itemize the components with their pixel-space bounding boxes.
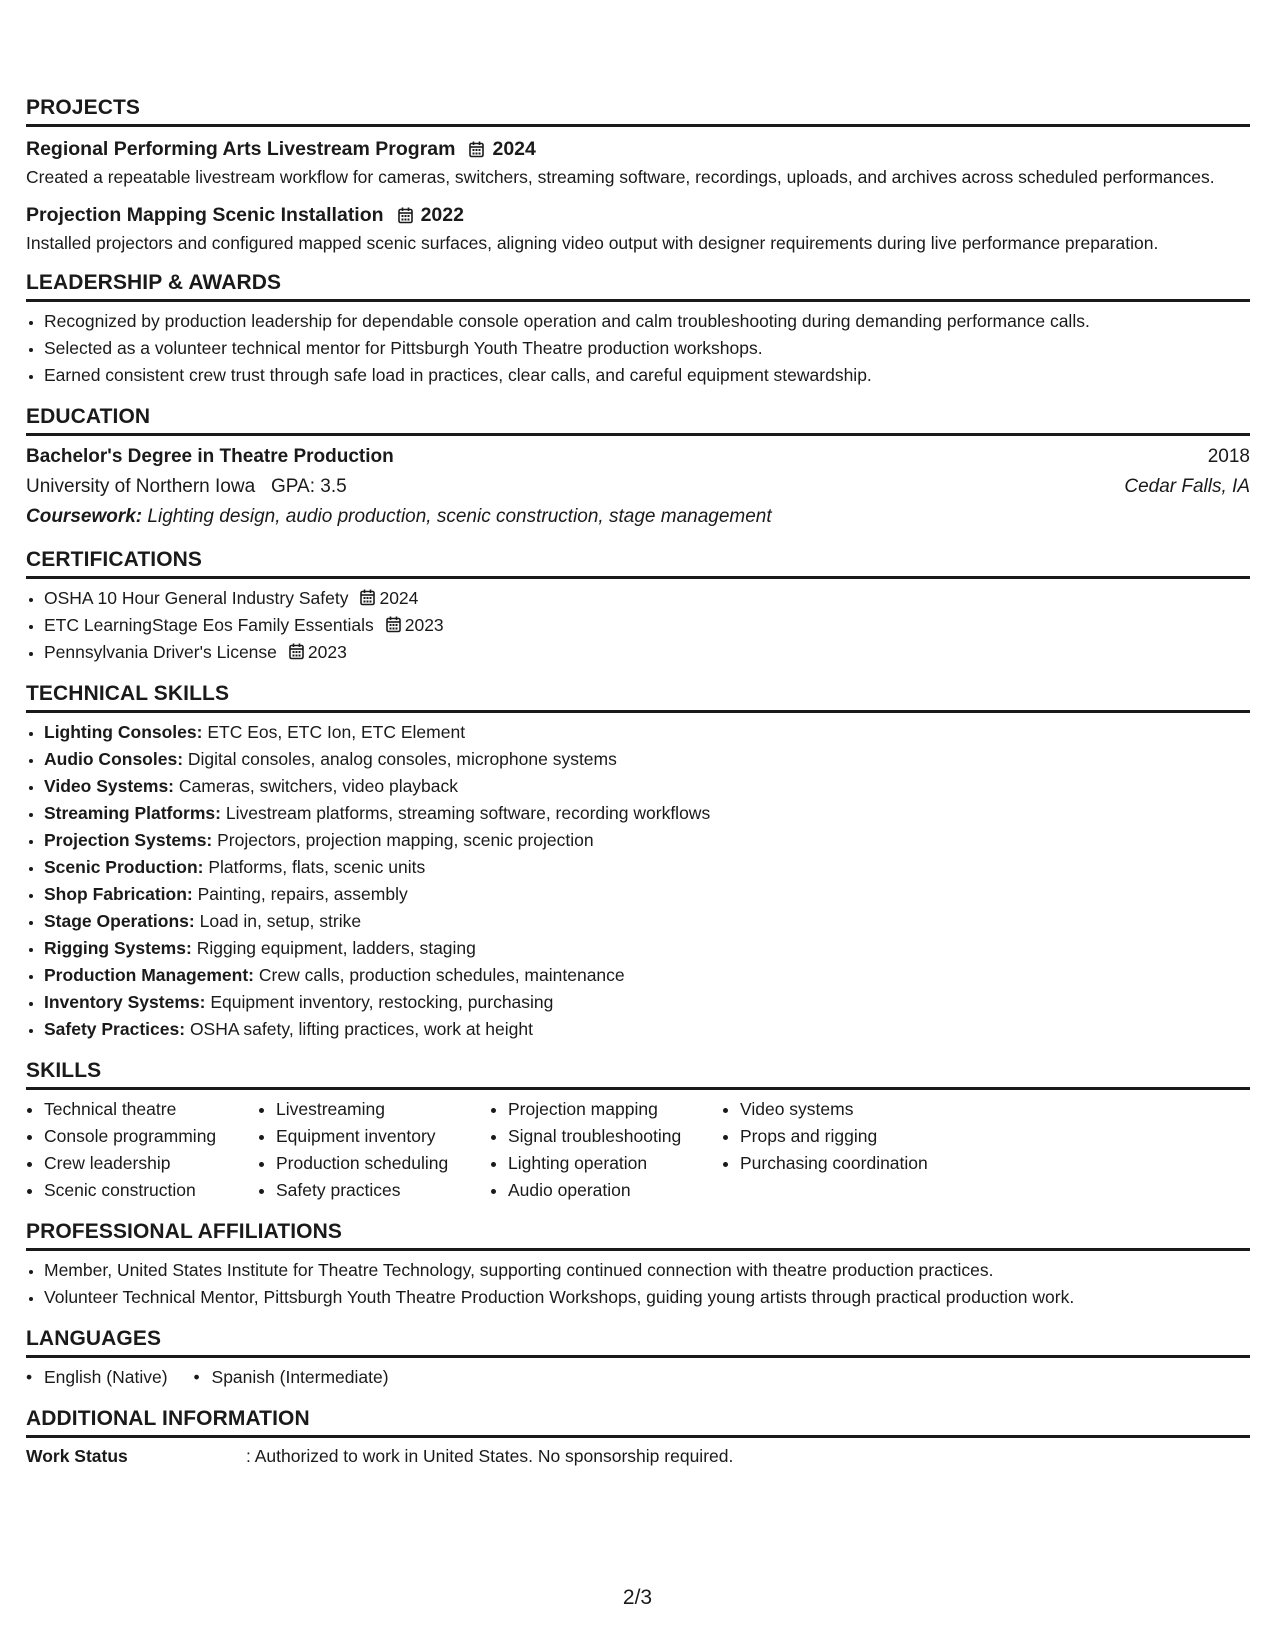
tech-skill-value: Load in, setup, strike (199, 911, 362, 931)
tech-skill-label: Video Systems: (44, 776, 175, 796)
list-item: • Selected as a volunteer technical mentor for Pittsburgh Youth Theatre production workshops. (44, 335, 1250, 362)
list-item: • Recognized by production leadership for dependable console operation and calm troubleshooting during demanding performance calls. (44, 308, 1250, 335)
tech-skill-value: Digital consoles, analog consoles, microphone systems (187, 749, 617, 769)
degree: Bachelor's Degree in Theatre Production (26, 446, 394, 467)
additional-section (26, 1407, 1250, 1470)
graduation-year: 2018 (1207, 446, 1250, 467)
skill-item: • Livestreaming (276, 1096, 490, 1123)
certification-name: ETC LearningStage Eos Family Essentials (44, 615, 374, 635)
section-title: CERTIFICATIONS (26, 548, 1250, 579)
tech-skill-item (44, 773, 1250, 800)
skill-item: • Production scheduling (276, 1150, 490, 1177)
skill-item: • Props and rigging (740, 1123, 954, 1150)
project-description: Installed projectors and configured mapped scenic surfaces, aligning video output with designer requirements during live performance preparation. (26, 233, 1159, 253)
certifications-section (26, 548, 1250, 666)
tech-skill-label: Projection Systems: (44, 830, 213, 850)
tech-skill-value: OSHA safety, lifting practices, work at height (189, 1019, 533, 1039)
tech-skill-value: Rigging equipment, ladders, staging (196, 938, 476, 958)
tech-skill-label: Production Management: (44, 965, 255, 985)
tech-skill-label: Streaming Platforms: (44, 803, 221, 823)
skill-item: • Scenic construction (44, 1177, 258, 1204)
tech-skill-value: Livestream platforms, streaming software, recording workflows (225, 803, 711, 823)
languages-section (26, 1327, 1250, 1391)
tech-skill-item (44, 1016, 1250, 1043)
list-item: • Earned consistent crew trust through safe load in practices, clear calls, and careful equipment stewardship. (44, 362, 1250, 389)
coursework-label: Coursework: (26, 506, 143, 527)
section-title: EDUCATION (26, 405, 1250, 436)
certification-item (44, 612, 1250, 639)
skills-section (26, 1059, 1250, 1204)
certification-year: 2023 (404, 615, 444, 635)
tech-skill-label: Shop Fabrication: (44, 884, 193, 904)
additional-value: : Authorized to work in United States. No sponsorship required. (246, 1446, 734, 1466)
tech-skill-label: Safety Practices: (44, 1019, 186, 1039)
project-year: 2024 (492, 137, 536, 160)
coursework (26, 502, 1250, 532)
skill-item: • Purchasing coordination (740, 1150, 954, 1177)
project-name: Regional Performing Arts Livestream Program (26, 137, 456, 160)
tech-skill-value: Cameras, switchers, video playback (178, 776, 459, 796)
tech-skill-item (44, 800, 1250, 827)
calendar-icon (360, 589, 375, 606)
skill-item: • Safety practices (276, 1177, 490, 1204)
section-title: LANGUAGES (26, 1327, 1250, 1358)
resume-page (26, 96, 1250, 1486)
skill-item: • Signal troubleshooting (508, 1123, 722, 1150)
certification-item (44, 585, 1250, 612)
tech-skill-label: Inventory Systems: (44, 992, 206, 1012)
tech-skill-value: Platforms, flats, scenic units (208, 857, 426, 877)
skill-item: • Audio operation (508, 1177, 722, 1204)
skill-item: • Video systems (740, 1096, 954, 1123)
section-title: TECHNICAL SKILLS (26, 682, 1250, 713)
tech-skill-label: Rigging Systems: (44, 938, 192, 958)
tech-skill-item (44, 962, 1250, 989)
school-location: Cedar Falls, IA (1124, 476, 1250, 497)
skill-item: • Lighting operation (508, 1150, 722, 1177)
tech-skill-label: Lighting Consoles: (44, 722, 203, 742)
language-item: • English (Native) (26, 1364, 168, 1391)
tech-skill-item (44, 989, 1250, 1016)
skill-item: • Console programming (44, 1123, 258, 1150)
project-item (26, 201, 1250, 255)
tech-skill-value: Crew calls, production schedules, maintenance (258, 965, 625, 985)
calendar-icon (289, 643, 304, 660)
certification-name: OSHA 10 Hour General Industry Safety (44, 588, 349, 608)
calendar-icon (398, 207, 413, 224)
technical-skills-section (26, 682, 1250, 1043)
section-title: SKILLS (26, 1059, 1250, 1090)
affiliations-section (26, 1220, 1250, 1311)
skills-grid (26, 1096, 1250, 1204)
section-title: LEADERSHIP & AWARDS (26, 271, 1250, 302)
certification-year: 2023 (307, 642, 347, 662)
tech-skill-item (44, 827, 1250, 854)
tech-skill-item (44, 935, 1250, 962)
tech-skill-label: Scenic Production: (44, 857, 204, 877)
additional-label: Work Status (26, 1446, 128, 1466)
skill-item: • Crew leadership (44, 1150, 258, 1177)
certification-item (44, 639, 1250, 666)
project-item (26, 135, 1250, 189)
coursework-value: Lighting design, audio production, scenic construction, stage management (147, 506, 772, 527)
projects-section (26, 96, 1250, 255)
additional-row (26, 1442, 1250, 1470)
project-description: Created a repeatable livestream workflow for cameras, switchers, streaming software, recordings, uploads, and archives across scheduled performances. (26, 167, 1215, 187)
school-name: University of Northern Iowa (26, 476, 256, 497)
tech-skill-label: Stage Operations: (44, 911, 195, 931)
certification-name: Pennsylvania Driver's License (44, 642, 277, 662)
tech-skill-item (44, 854, 1250, 881)
list-item: • Volunteer Technical Mentor, Pittsburgh Youth Theatre Production Workshops, guiding young artists through practical production work. (44, 1284, 1250, 1311)
project-name: Projection Mapping Scenic Installation (26, 203, 384, 226)
project-year: 2022 (420, 203, 464, 226)
gpa: GPA: 3.5 (271, 476, 347, 497)
skill-item: • Projection mapping (508, 1096, 722, 1123)
list-item: • Member, United States Institute for Theatre Technology, supporting continued connection with theatre production practices. (44, 1257, 1250, 1284)
section-title: ADDITIONAL INFORMATION (26, 1407, 1250, 1438)
page-number: 2/3 (622, 1586, 653, 1609)
tech-skill-item (44, 881, 1250, 908)
skill-item: • Technical theatre (44, 1096, 258, 1123)
tech-skill-item (44, 908, 1250, 935)
skill-item: • Equipment inventory (276, 1123, 490, 1150)
tech-skill-value: Painting, repairs, assembly (197, 884, 408, 904)
language-item: • Spanish (Intermediate) (194, 1364, 389, 1391)
leadership-section (26, 271, 1250, 389)
calendar-icon (386, 616, 401, 633)
certification-year: 2024 (379, 588, 419, 608)
tech-skill-value: ETC Eos, ETC Ion, ETC Element (207, 722, 466, 742)
tech-skill-item (44, 746, 1250, 773)
section-title: PROJECTS (26, 96, 1250, 127)
calendar-icon (469, 141, 484, 158)
tech-skill-value: Equipment inventory, restocking, purchasing (210, 992, 554, 1012)
tech-skill-label: Audio Consoles: (44, 749, 184, 769)
education-section (26, 405, 1250, 532)
tech-skill-item (44, 719, 1250, 746)
tech-skill-value: Projectors, projection mapping, scenic projection (217, 830, 594, 850)
section-title: PROFESSIONAL AFFILIATIONS (26, 1220, 1250, 1251)
